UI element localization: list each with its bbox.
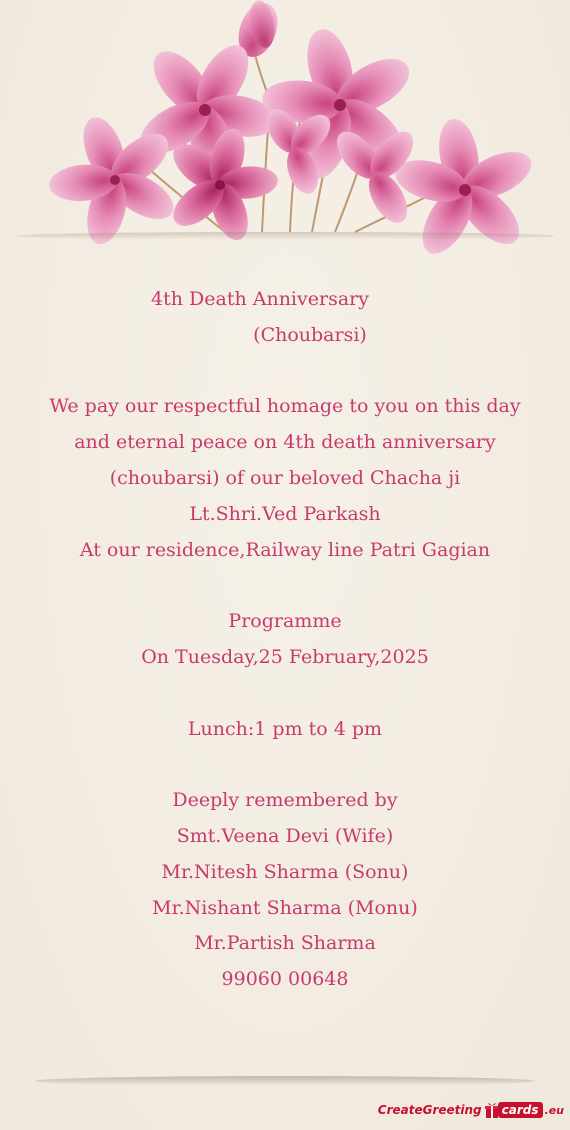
- title: 4th Death Anniversary: [151, 288, 369, 310]
- homage-line-3: (choubarsi) of our beloved Chacha ji: [109, 466, 461, 489]
- phone-number: 99060 00648: [221, 968, 349, 991]
- residence: At our residence,Railway line Patri Gagian: [79, 538, 491, 561]
- family-member-4: Mr.Partish Sharma: [194, 932, 376, 955]
- family-member-3: Mr.Nishant Sharma (Monu): [152, 896, 418, 919]
- site-logo[interactable]: [378, 1096, 564, 1124]
- programme-heading: Programme: [228, 610, 342, 633]
- remembered-by-heading: Deeply remembered by: [172, 789, 398, 812]
- top-shadow: [15, 232, 555, 240]
- subtitle: (Choubarsi): [253, 323, 367, 346]
- bottom-shadow: [35, 1076, 535, 1086]
- family-member-1: Smt.Veena Devi (Wife): [176, 824, 394, 847]
- homage-line-1: We pay our respectful homage to you on this day: [49, 395, 521, 418]
- logo-text-cards: cards: [498, 1102, 543, 1118]
- lunch-time: Lunch:1 pm to 4 pm: [187, 717, 383, 740]
- message-text: [0, 282, 570, 998]
- deceased-name: Lt.Shri.Ved Parkash: [189, 502, 381, 525]
- flower-illustration: [0, 0, 570, 270]
- homage-line-2: and eternal peace on 4th death anniversary: [74, 431, 496, 454]
- family-member-2: Mr.Nitesh Sharma (Sonu): [161, 860, 409, 883]
- programme-date: On Tuesday,25 February,2025: [141, 645, 429, 668]
- logo-text-eu: .eu: [544, 1103, 564, 1117]
- logo-text-create-greeting: CreateGreeting: [377, 1103, 482, 1117]
